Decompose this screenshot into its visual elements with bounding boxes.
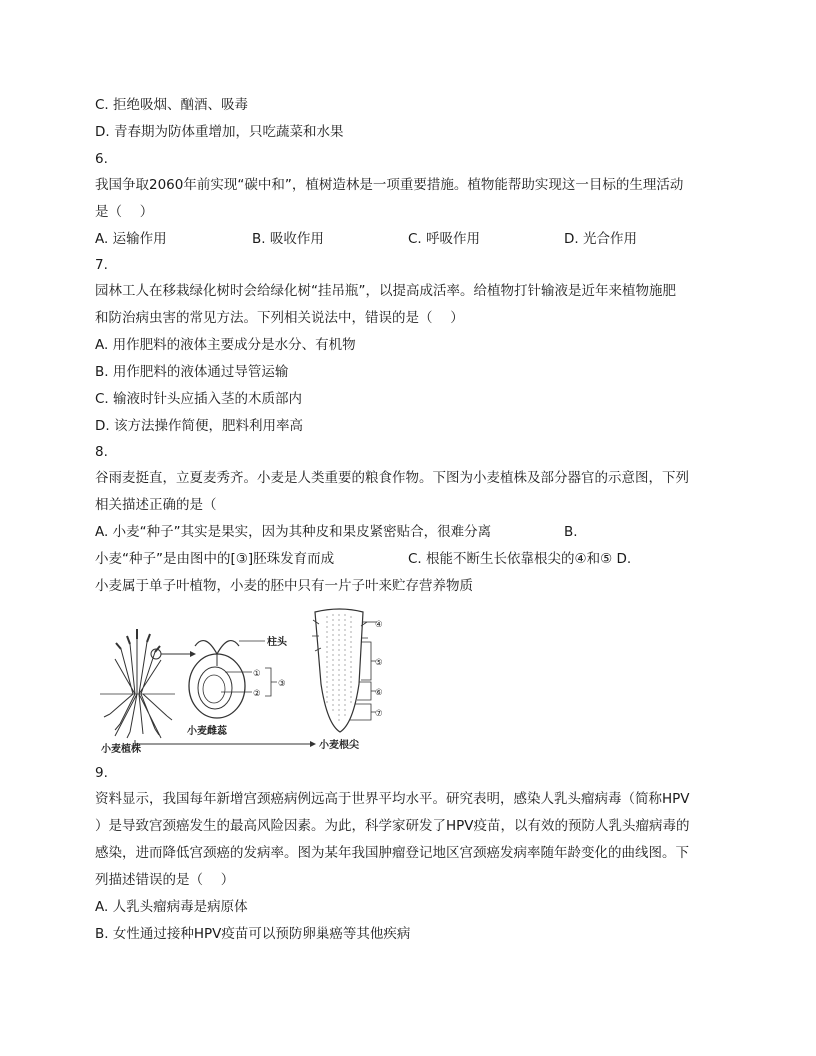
label-stigma: 柱头 [267, 637, 287, 648]
q9-stem-line1: 资料显示，我国每年新增宫颈癌病例远高于世界平均水平。研究表明，感染人乳头瘤病毒（简称HPV [95, 791, 690, 807]
q8-option-d-text: 小麦属于单子叶植物，小麦的胚中只有一片子叶来贮存营养物质 [95, 578, 473, 594]
q8-option-a: A. 小麦“种子”其实是果实，因为其种皮和果皮紧密贴合，很难分离 [95, 524, 492, 540]
q6-option-d: D. 光合作用 [564, 231, 637, 247]
q8-option-c: C. 根能不断生长依靠根尖的④和⑤ D. [408, 551, 632, 567]
q5-option-c: C. 拒绝吸烟、酗酒、吸毒 [95, 97, 249, 113]
arrow-to-root [135, 740, 310, 744]
label-n3: ③ [278, 679, 286, 689]
label-n5: ⑤ [375, 658, 383, 668]
wheat-diagram [95, 604, 397, 754]
q8-option-b-text: 小麦“种子”是由图中的[③]胚珠发育而成 [95, 551, 335, 567]
label-n2: ② [253, 689, 261, 699]
q8-stem-line2: 相关描述正确的是（ [95, 497, 217, 513]
label-n7: ⑦ [375, 709, 383, 719]
label-n1: ① [253, 669, 261, 679]
root-tip-drawing [312, 609, 368, 732]
q7-option-b: B. 用作肥料的液体通过导管运输 [95, 364, 289, 380]
q6-stem-line1: 我国争取2060年前实现“碳中和”，植树造林是一项重要措施。植物能帮助实现这一目标的生理活动 [95, 177, 684, 193]
q6-option-b: B. 吸收作用 [252, 231, 324, 247]
q7-stem-line2: 和防治病虫害的常见方法。下列相关说法中，错误的是（ ） [95, 310, 464, 326]
q6-option-c: C. 呼吸作用 [408, 231, 481, 247]
q7-option-a: A. 用作肥料的液体主要成分是水分、有机物 [95, 337, 356, 353]
pistil-drawing [189, 641, 245, 718]
label-n4: ④ [375, 620, 383, 630]
label-n6: ⑥ [375, 688, 383, 698]
q7-option-c: C. 输液时针头应插入茎的木质部内 [95, 391, 303, 407]
q6-number: 6. [95, 151, 108, 167]
q8-number: 8. [95, 444, 108, 460]
q7-stem-line1: 园林工人在移栽绿化树时会给绿化树“挂吊瓶”，以提高成活率。给植物打针输液是近年来植物施肥 [95, 283, 676, 299]
q9-stem-line3: 感染，进而降低宫颈癌的发病率。图为某年我国肿瘤登记地区宫颈癌发病率随年龄变化的曲线图。下 [95, 845, 689, 861]
q6-option-a: A. 运输作用 [95, 231, 167, 247]
q7-number: 7. [95, 257, 108, 273]
q9-stem-line2: ）是导致宫颈癌发生的最高风险因素。为此，科学家研发了HPV疫苗，以有效的预防人乳头瘤病毒的 [95, 818, 690, 834]
q6-stem-line2: 是（ ） [95, 204, 154, 220]
label-root: 小麦根尖 [319, 740, 359, 751]
label-plant: 小麦植株 [101, 744, 141, 754]
q8-option-b-label: B. [564, 524, 578, 540]
q9-number: 9. [95, 765, 108, 781]
q7-option-d: D. 该方法操作简便，肥料利用率高 [95, 418, 303, 434]
q9-option-b: B. 女性通过接种HPV疫苗可以预防卵巢癌等其他疾病 [95, 926, 411, 942]
q5-option-d: D. 青春期为防体重增加，只吃蔬菜和水果 [95, 124, 344, 140]
q9-option-a: A. 人乳头瘤病毒是病原体 [95, 899, 248, 915]
wheat-figure [95, 604, 397, 754]
label-pistil: 小麦雌蕊 [187, 726, 227, 737]
q9-stem-line4: 列描述错误的是（ ） [95, 872, 235, 888]
wheat-plant-drawing [100, 629, 175, 738]
q8-stem-line1: 谷雨麦挺直，立夏麦秀齐。小麦是人类重要的粮食作物。下图为小麦植株及部分器官的示意图，下列 [95, 470, 689, 486]
